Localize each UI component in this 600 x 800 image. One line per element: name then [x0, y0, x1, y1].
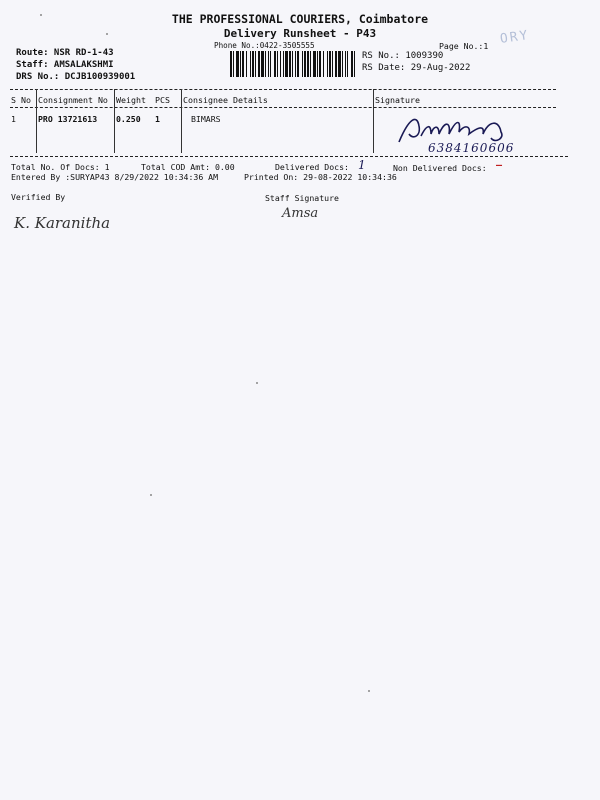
header-consignee: Consignee Details: [183, 95, 268, 105]
delivered-docs-mark: 1: [358, 158, 366, 172]
header-signature: Signature: [375, 95, 420, 105]
staff-signature-label: Staff Signature: [265, 193, 339, 203]
printed-on: Printed On: 29-08-2022 10:34:36: [244, 172, 397, 182]
table-bottom-rule: [10, 156, 568, 157]
total-docs: Total No. Of Docs: 1: [11, 162, 110, 172]
total-cod: Total COD Amt: 0.00: [141, 162, 235, 172]
header-pcs: PCS: [155, 95, 170, 105]
page-number: Page No.:1: [439, 41, 489, 51]
header-weight: Weight: [116, 95, 146, 105]
route-label: Route: NSR RD-1-43: [16, 48, 114, 58]
delivered-docs-label: Delivered Docs:: [275, 162, 349, 172]
drs-number: DRS No.: DCJB100939001: [16, 72, 136, 82]
column-divider: [181, 89, 182, 153]
row-weight: 0.250: [116, 114, 141, 124]
row-sno: 1: [11, 114, 16, 124]
table-header-rule: [10, 107, 556, 108]
runsheet-title: Delivery Runsheet - P43: [223, 27, 377, 40]
entered-by: Entered By :SURYAP43 8/29/2022 10:34:36 AM: [11, 172, 219, 182]
verified-signature: K. Karanitha: [14, 214, 111, 232]
scan-speck: [40, 14, 42, 16]
scan-speck: [106, 33, 108, 35]
scan-speck: [150, 494, 152, 496]
column-divider: [36, 89, 37, 153]
table-top-rule: [10, 89, 556, 90]
barcode: [230, 51, 356, 77]
column-divider: [114, 89, 115, 153]
scan-speck: [256, 382, 258, 384]
rs-number: RS No.: 1009390: [362, 51, 444, 61]
recipient-phone: 6384160606: [428, 141, 515, 155]
rs-date: RS Date: 29-Aug-2022: [362, 63, 471, 73]
phone-number: Phone No.:0422-3505555: [214, 41, 315, 50]
row-pcs: 1: [155, 114, 160, 124]
non-delivered-mark: —: [496, 160, 503, 171]
row-consignee: BIMARS: [191, 114, 221, 124]
company-title: THE PROFESSIONAL COURIERS, Coimbatore: [171, 12, 429, 26]
non-delivered-docs-label: Non Delivered Docs:: [393, 163, 487, 173]
row-consignment: PRO 13721613: [38, 114, 98, 124]
verified-by-label: Verified By: [11, 192, 66, 202]
staff-signature: Amsa: [282, 206, 319, 221]
column-divider: [373, 89, 374, 153]
header-consignment: Consignment No: [38, 95, 108, 105]
staff-label: Staff: AMSALAKSHMI: [16, 60, 114, 70]
faded-stamp: ORY: [499, 28, 531, 47]
header-sno: S No: [11, 95, 31, 105]
scan-speck: [368, 690, 370, 692]
